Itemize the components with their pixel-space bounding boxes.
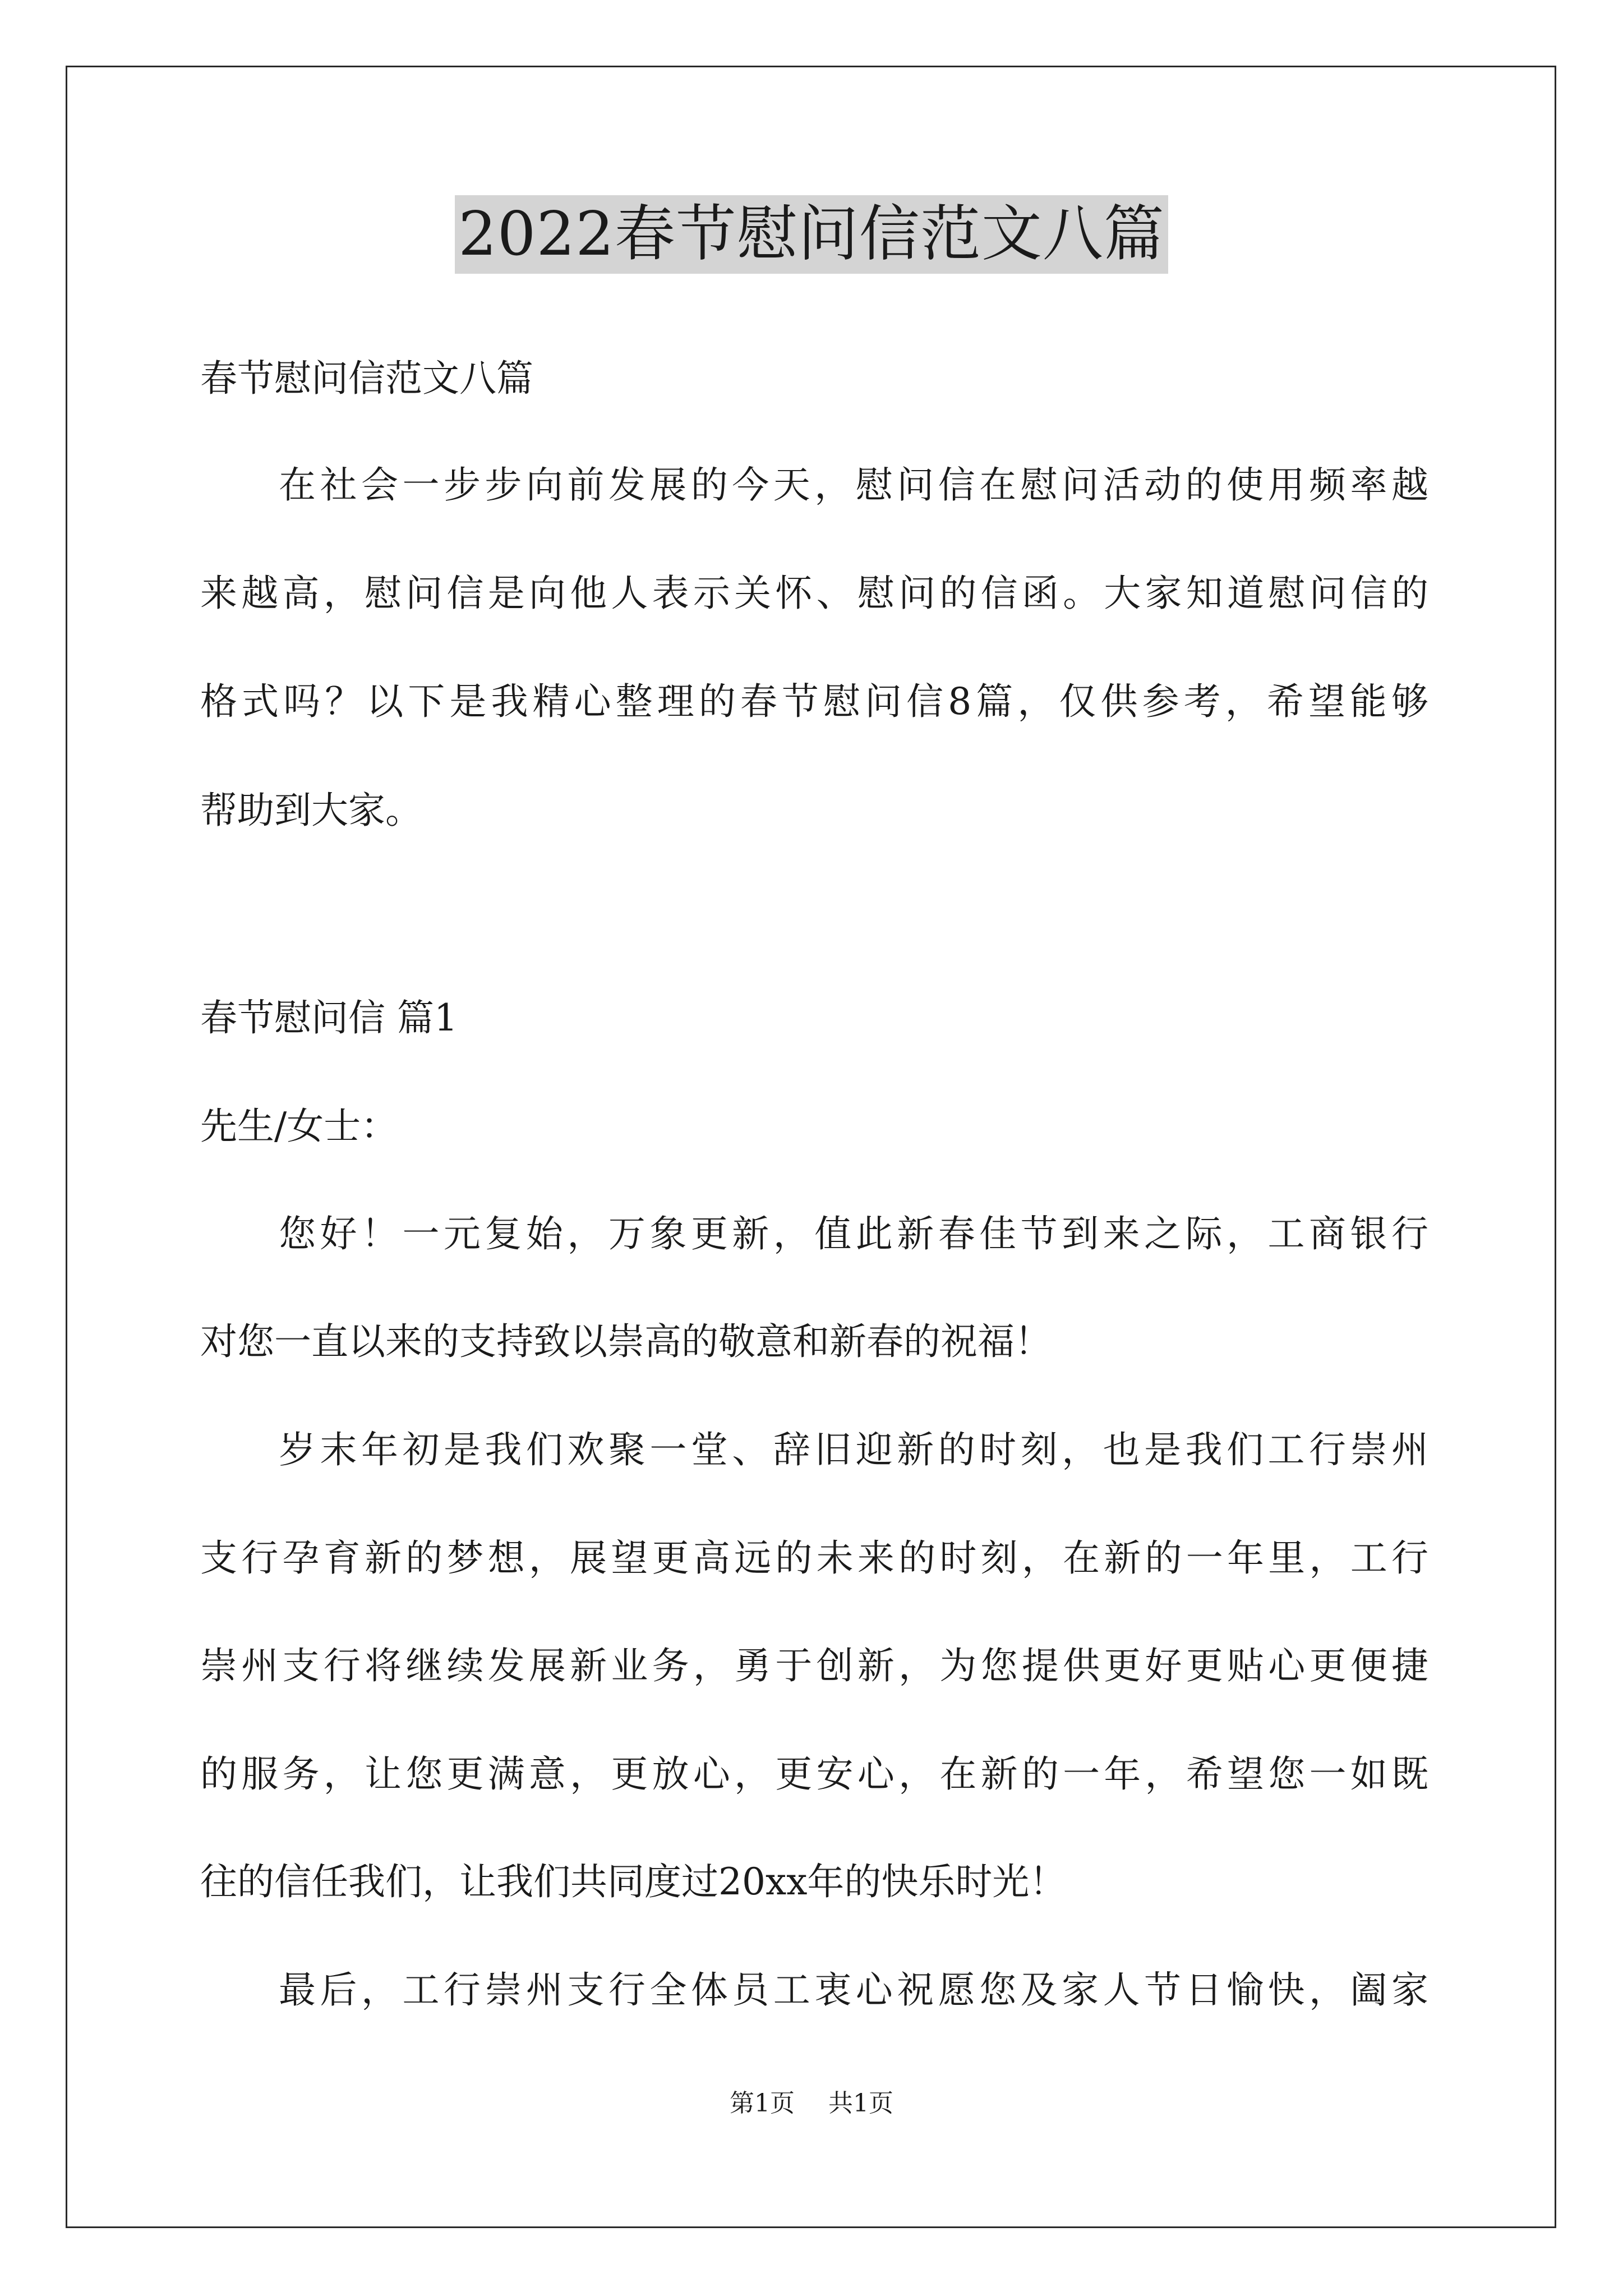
title-container	[0, 195, 1623, 274]
body-line-5: 崇州支行将继续发展新业务，勇于创新，为您提供更好更贴心更便捷	[200, 1644, 1428, 1687]
body-line-8: 最后，工行崇州支行全体员工衷心祝愿您及家人节日愉快，阖家	[279, 1968, 1428, 2012]
page-total: 共1页	[828, 2089, 893, 2118]
page-number: 第1页	[730, 2089, 795, 2118]
intro-line-2: 来越高，慰问信是向他人表示关怀、慰问的信函。大家知道慰问信的	[200, 572, 1428, 615]
body-line-3: 岁末年初是我们欢聚一堂、辞旧迎新的时刻，也是我们工行崇州	[279, 1428, 1428, 1471]
body-line-1: 您好！一元复始，万象更新，值此新春佳节到来之际，工商银行	[279, 1212, 1428, 1255]
section-heading: 春节慰问信 篇1	[200, 996, 458, 1039]
subtitle-line: 春节慰问信范文八篇	[200, 357, 533, 400]
body-line-4: 支行孕育新的梦想，展望更高远的未来的时刻，在新的一年里，工行	[200, 1536, 1428, 1580]
intro-line-4: 帮助到大家。	[200, 789, 422, 832]
body-line-6: 的服务，让您更满意，更放心，更安心，在新的一年，希望您一如既	[200, 1752, 1428, 1796]
page-footer	[0, 2087, 1623, 2120]
document-title: 2022春节慰问信范文八篇	[455, 195, 1168, 274]
body-line-7: 往的信任我们，让我们共同度过20xx年的快乐时光！	[200, 1860, 1067, 1903]
body-line-2: 对您一直以来的支持致以崇高的敬意和新春的祝福！	[200, 1320, 1052, 1363]
intro-line-1: 在社会一步步向前发展的今天，慰问信在慰问活动的使用频率越	[279, 463, 1428, 507]
salutation: 先生/女士：	[200, 1105, 398, 1148]
intro-line-3: 格式吗？以下是我精心整理的春节慰问信8篇，仅供参考，希望能够	[200, 680, 1428, 723]
